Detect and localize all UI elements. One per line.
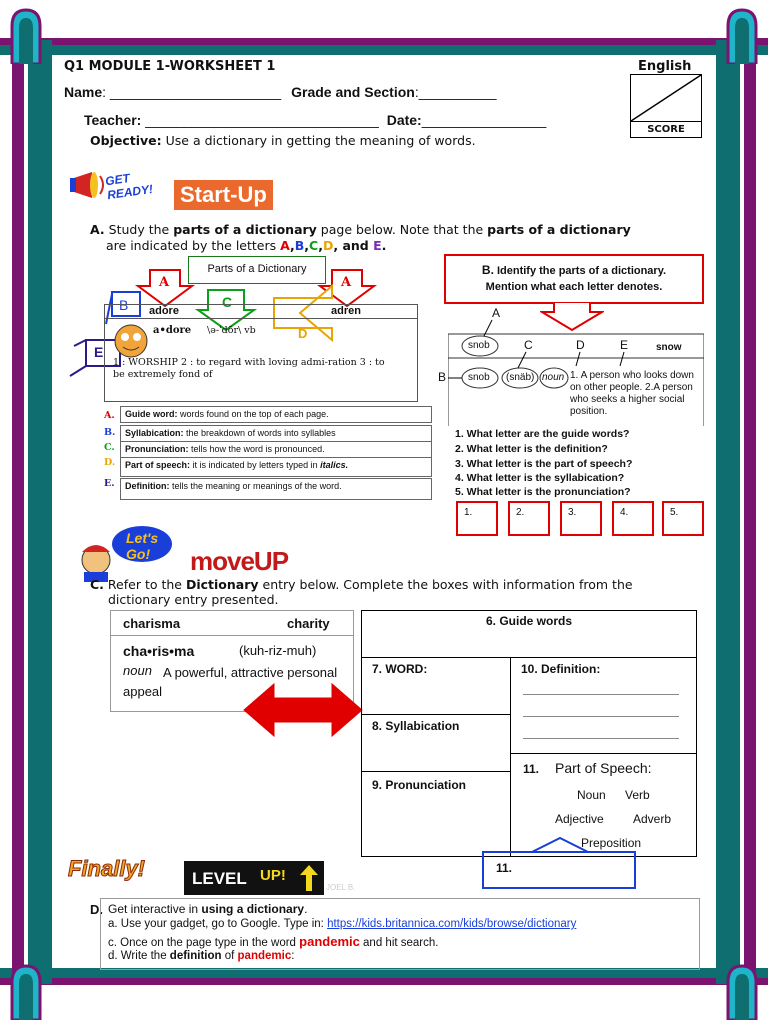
def-term: Pronunciation: (125, 444, 189, 454)
figure-b-def: 1. A person who looks down on other people. 2.A person who seeks a higher social position. (570, 370, 694, 417)
score-diagonal (631, 75, 701, 121)
right-border (716, 0, 768, 1024)
pandemic-word: pandemic (299, 934, 360, 949)
section-a-letter: A. (90, 222, 105, 237)
syllabication-box[interactable] (361, 714, 511, 772)
letter-c: C (309, 238, 319, 253)
section-d-text: : (291, 950, 295, 962)
pos-option-preposition: Preposition (581, 836, 642, 850)
section-d-text: d. Write the (108, 950, 170, 962)
startup-title: Start-Up (174, 180, 273, 210)
objective-text: Use a dictionary in getting the meaning of words. (165, 133, 476, 148)
lets-go-badge (66, 522, 186, 582)
answer-box-3[interactable]: 3. (560, 501, 602, 536)
letter-e: E (373, 238, 382, 253)
def-term: Guide word: (125, 409, 178, 419)
section-a-text: , and (333, 238, 374, 253)
pandemic-word: pandemic (237, 950, 292, 962)
section-c-text: Refer to the (107, 577, 186, 592)
score-label: SCORE (631, 121, 701, 137)
def-text: tells the meaning or meanings of the word. (169, 481, 342, 491)
question-item: 2. What letter is the definition? (455, 443, 608, 455)
definition-row (120, 478, 432, 500)
figure-b-guide: snow (656, 342, 682, 353)
objective-label: Objective: (90, 133, 162, 148)
figure-b-pos: noun (542, 372, 565, 383)
question-item: 1. What letter are the guide words? (455, 428, 630, 440)
section-d-step-d (108, 950, 294, 962)
arrow-letter-c: C (222, 294, 233, 310)
question-item: 3. What letter is the part of speech? (455, 458, 633, 470)
figure-b-letter: E (620, 338, 629, 352)
def-letter-a: A. (104, 410, 115, 421)
entry-part-of-speech: noun (123, 663, 152, 678)
definition-box[interactable] (510, 657, 697, 754)
garfield-icon (111, 321, 151, 361)
letter-d: D (322, 238, 334, 253)
section-a-text: are indicated by the letters (106, 238, 281, 253)
up-arrow-icon (300, 865, 318, 891)
def-text: tells how the word is pronounced. (188, 444, 325, 454)
entry-word: a•dore (153, 325, 192, 336)
watermark: JOEL B. (326, 883, 356, 892)
name-label: Name (64, 84, 103, 100)
guide-word-right: adren (331, 305, 361, 317)
arrow-letter-d: D (298, 326, 308, 341)
section-b-instructions (444, 254, 704, 304)
pos-option-noun: Noun (577, 788, 606, 802)
answer-box-2[interactable]: 2. (508, 501, 550, 536)
name-row (64, 84, 497, 100)
pos-option-verb: Verb (625, 788, 650, 802)
figure-b-pron: (snäb) (506, 372, 535, 383)
def-text: the breakdown of words into syllables (183, 428, 336, 438)
entry-definition: 1 : WORSHIP 2 : to regard with loving admi-ration 3 : to be extremely fond of (113, 357, 385, 380)
corner-ornament-icon (8, 962, 44, 1020)
figure-b-letter: D (576, 338, 585, 352)
name-blank[interactable]: : ______________________ (102, 84, 282, 100)
britannica-link[interactable]: https://kids.britannica.com/kids/browse/dictionary (327, 918, 577, 930)
section-d-text: c. Once on the page type in the word (108, 937, 300, 949)
pos-title: Part of Speech: (555, 760, 652, 776)
answer-box-4[interactable]: 4. (612, 501, 654, 536)
objective (90, 133, 476, 148)
top-border (0, 0, 768, 56)
def-italic: italics. (320, 460, 349, 470)
figure-b-word: snob (468, 372, 490, 383)
pos-answer-box[interactable] (482, 851, 636, 889)
section-c-bold: Dictionary (185, 577, 259, 592)
moveup-title: moveUP (190, 546, 289, 576)
def-letter-c: C. (104, 442, 115, 453)
definition-row (120, 441, 432, 458)
double-arrow-icon (240, 680, 366, 740)
definition-label: 10. Definition: (521, 662, 601, 676)
def-term: Definition: (125, 481, 170, 491)
definition-row (120, 406, 432, 423)
word-label: 7. WORD: (372, 662, 428, 676)
entry-pronunciation: \ə-ˈdōr\ vb (207, 325, 256, 336)
teacher-blank[interactable]: ______________________________ (145, 112, 379, 128)
def-letter-e: E. (104, 478, 115, 489)
def-text: words found on the top of each page. (177, 409, 329, 419)
entry-guide-right: charity (287, 616, 330, 631)
def-letter-d: D. (104, 457, 116, 468)
section-c-text: entry below. Complete the boxes with information from the (258, 577, 633, 592)
entry-pronunciation: (kuh-riz-muh) (239, 643, 317, 658)
worksheet-title: Q1 MODULE 1-WORKSHEET 1 (64, 59, 276, 74)
date-label: Date: (386, 112, 422, 128)
entry-definition: A powerful, attractive personal appeal (123, 665, 338, 699)
date-blank[interactable]: ________________ (421, 112, 547, 128)
teacher-row (84, 112, 546, 128)
section-d-text: of (221, 950, 238, 962)
grade-label: Grade and Section (291, 84, 415, 100)
pronunciation-box[interactable] (361, 771, 511, 857)
section-a-instructions: A. Study the parts of a dictionary page below. Note that the parts of a dictionary are indicated by the letters A,B,C,D, and E. (90, 222, 631, 253)
def-text: it is indicated by letters typed in (190, 460, 321, 470)
syllabication-label: 8. Syllabication (372, 719, 460, 733)
definition-row (120, 457, 432, 477)
parts-of-dictionary-title: Parts of a Dictionary (188, 256, 326, 284)
letter-a: A (280, 238, 291, 253)
answer-box-1[interactable]: 1. (456, 501, 498, 536)
lets-go-text: Let's Go! (126, 530, 159, 562)
teacher-label: Teacher: (84, 112, 142, 128)
section-b-line2: Mention what each letter denotes. (485, 281, 663, 293)
subject-label: English (638, 59, 692, 74)
corner-ornament-icon (8, 6, 44, 64)
letter-b: B (294, 238, 305, 253)
section-b-letter: B. (481, 263, 494, 277)
grade-blank[interactable]: :__________ (414, 84, 497, 100)
guide-words-box[interactable] (361, 610, 697, 658)
guide-words-label: 6. Guide words (485, 614, 572, 628)
figure-b-letter: B (438, 370, 447, 384)
section-a-text: page below. Note that the (316, 222, 488, 237)
left-border (0, 0, 52, 1024)
pos-number: 11. (523, 762, 540, 776)
section-d-step-c (108, 934, 438, 949)
section-c-text: dictionary entry presented. (108, 592, 279, 607)
question-item: 4. What letter is the syllabication? (455, 472, 625, 484)
level-up-banner (184, 861, 324, 895)
figure-b-letter: A (492, 306, 501, 320)
definition-row (120, 425, 432, 442)
guide-word-left: adore (149, 305, 179, 317)
section-d-intro (108, 902, 307, 916)
section-d-text: a. Use your gadget, go to Google. Type in: (108, 918, 328, 930)
section-c-instructions (90, 577, 706, 607)
level-text: LEVEL (192, 869, 247, 888)
def-term: Part of speech: (125, 460, 191, 470)
section-d-text: and hit search. (359, 937, 439, 949)
finally-text: Finally! (68, 856, 146, 881)
arrow-letter-e: E (94, 344, 104, 360)
arrow-letter-a: A (341, 275, 352, 290)
bottom-border (0, 968, 768, 1024)
section-d-text: Get interactive in (108, 902, 202, 916)
pronunciation-label: 9. Pronunciation (372, 778, 467, 792)
section-a-text: . (381, 238, 387, 253)
pos-option-adverb: Adverb (633, 812, 672, 826)
section-a-bold: parts of a dictionary (487, 222, 631, 237)
section-a-bold: parts of a dictionary (173, 222, 317, 237)
def-letter-b: B. (104, 427, 116, 438)
question-item: 5. What letter is the pronunciation? (455, 486, 631, 498)
finally-badge (68, 856, 178, 892)
answer-box-5[interactable]: 5. (662, 501, 704, 536)
figure-b-letter: C (524, 338, 533, 352)
section-b-line1: Identify the parts of a dictionary. (496, 265, 667, 277)
dictionary-page-sample (104, 304, 418, 402)
up-text: UP! (260, 867, 286, 884)
get-ready-text: GET READY! (104, 171, 154, 203)
pos-answer-label: 11. (496, 861, 513, 875)
section-d-bold: using a dictionary (201, 902, 305, 916)
score-box[interactable] (630, 74, 702, 138)
section-b-figure (438, 306, 704, 426)
section-d-bold: definition (169, 950, 222, 962)
entry-word: cha•ris•ma (123, 643, 195, 659)
entry-guide-left: charisma (123, 616, 181, 631)
section-a-text: Study the (108, 222, 174, 237)
section-d-step-a (108, 918, 576, 930)
arrow-letter-a: A (159, 275, 170, 290)
section-d-text: . (304, 902, 308, 916)
corner-ornament-icon (724, 962, 760, 1020)
word-box[interactable] (361, 657, 511, 715)
corner-ornament-icon (724, 6, 760, 64)
get-ready-badge (68, 164, 168, 208)
arrow-letter-b: B (119, 297, 129, 313)
figure-b-guide: snob (468, 340, 490, 351)
pos-option-adjective: Adjective (555, 812, 604, 826)
section-c-letter: C. (90, 577, 104, 592)
section-d-letter: D. (90, 902, 103, 917)
def-term: Syllabication: (125, 428, 184, 438)
